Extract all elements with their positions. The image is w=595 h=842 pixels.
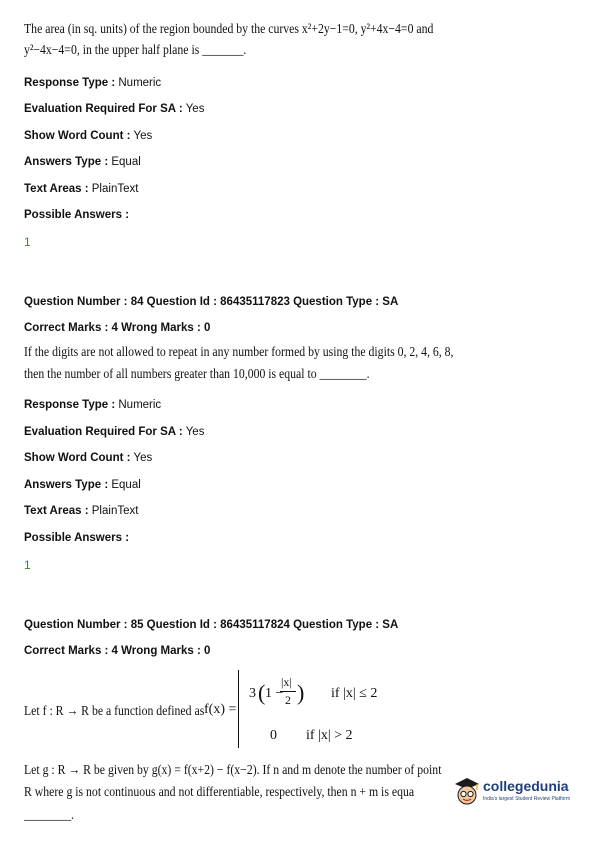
case1-fraction-bar [280,691,296,692]
q83-text-line1: The area (in sq. units) of the region bounded by the curves x²+2y−1=0, y²+4x−4=0 and [24,22,434,37]
case1-condition: if |x| ≤ 2 [331,686,378,701]
case1-numerator: |x| [281,675,292,689]
q83-text-line2: y²−4x−4=0, in the upper half plane is _______. [24,43,247,58]
q85-header: Question Number : 85 Question Id : 86435117824 Question Type : SA [24,619,399,631]
q84-answers-type: Answers Type : Equal [24,479,141,491]
collegedunia-logo [453,776,578,810]
logo-name: collegedunia [483,778,569,794]
case1-left-paren: ( [258,680,266,705]
logo-tagline: India's largest Student Review Platform [483,796,571,802]
q84-text-line2: then the number of all numbers greater than 10,000 is equal to ________. [24,367,370,382]
q84-header: Question Number : 84 Question Id : 86435117823 Question Type : SA [24,296,399,308]
q85-f-of-x: f(x) = [204,702,237,717]
case1-denominator: 2 [285,693,291,707]
q83-answers-type: Answers Type : Equal [24,156,141,168]
q84-possible-answers-label: Possible Answers : [24,532,130,544]
case1-coefficient: 3 [249,686,256,701]
q83-word-count: Show Word Count : Yes [24,130,153,142]
q84-text-areas: Text Areas : PlainText [24,505,139,517]
q84-answer: 1 [24,558,31,572]
case1-one-minus: 1 − [265,686,284,701]
q85-marks: Correct Marks : 4 Wrong Marks : 0 [24,645,211,657]
q83-text-areas: Text Areas : PlainText [24,183,139,195]
q85-text-line3: Let g : R → R be given by g(x) = f(x+2) − f(x−2). If n and m denote the number of point [24,763,442,778]
mascot-icon [453,776,481,808]
q85-text-line5: ________. [24,808,74,823]
q85-definition-prefix: Let f : R → R be a function defined as [24,704,205,719]
q83-possible-answers-label: Possible Answers : [24,209,130,221]
case2-condition: if |x| > 2 [306,728,353,743]
q84-marks: Correct Marks : 4 Wrong Marks : 0 [24,322,211,334]
case1-right-paren: ) [297,680,305,705]
q83-response-type: Response Type : Numeric [24,77,162,89]
q83-evaluation: Evaluation Required For SA : Yes [24,103,205,115]
case2-value: 0 [270,728,277,743]
piecewise-brace [238,670,247,748]
q83-answer: 1 [24,235,31,249]
q84-response-type: Response Type : Numeric [24,399,162,411]
q84-evaluation: Evaluation Required For SA : Yes [24,426,205,438]
q84-text-line1: If the digits are not allowed to repeat in any number formed by using the digits 0, 2, 4, 6, 8, [24,345,454,360]
q85-text-line4: R where g is not continuous and not differentiable, respectively, then n + m is equa [24,785,415,800]
q84-word-count: Show Word Count : Yes [24,452,153,464]
